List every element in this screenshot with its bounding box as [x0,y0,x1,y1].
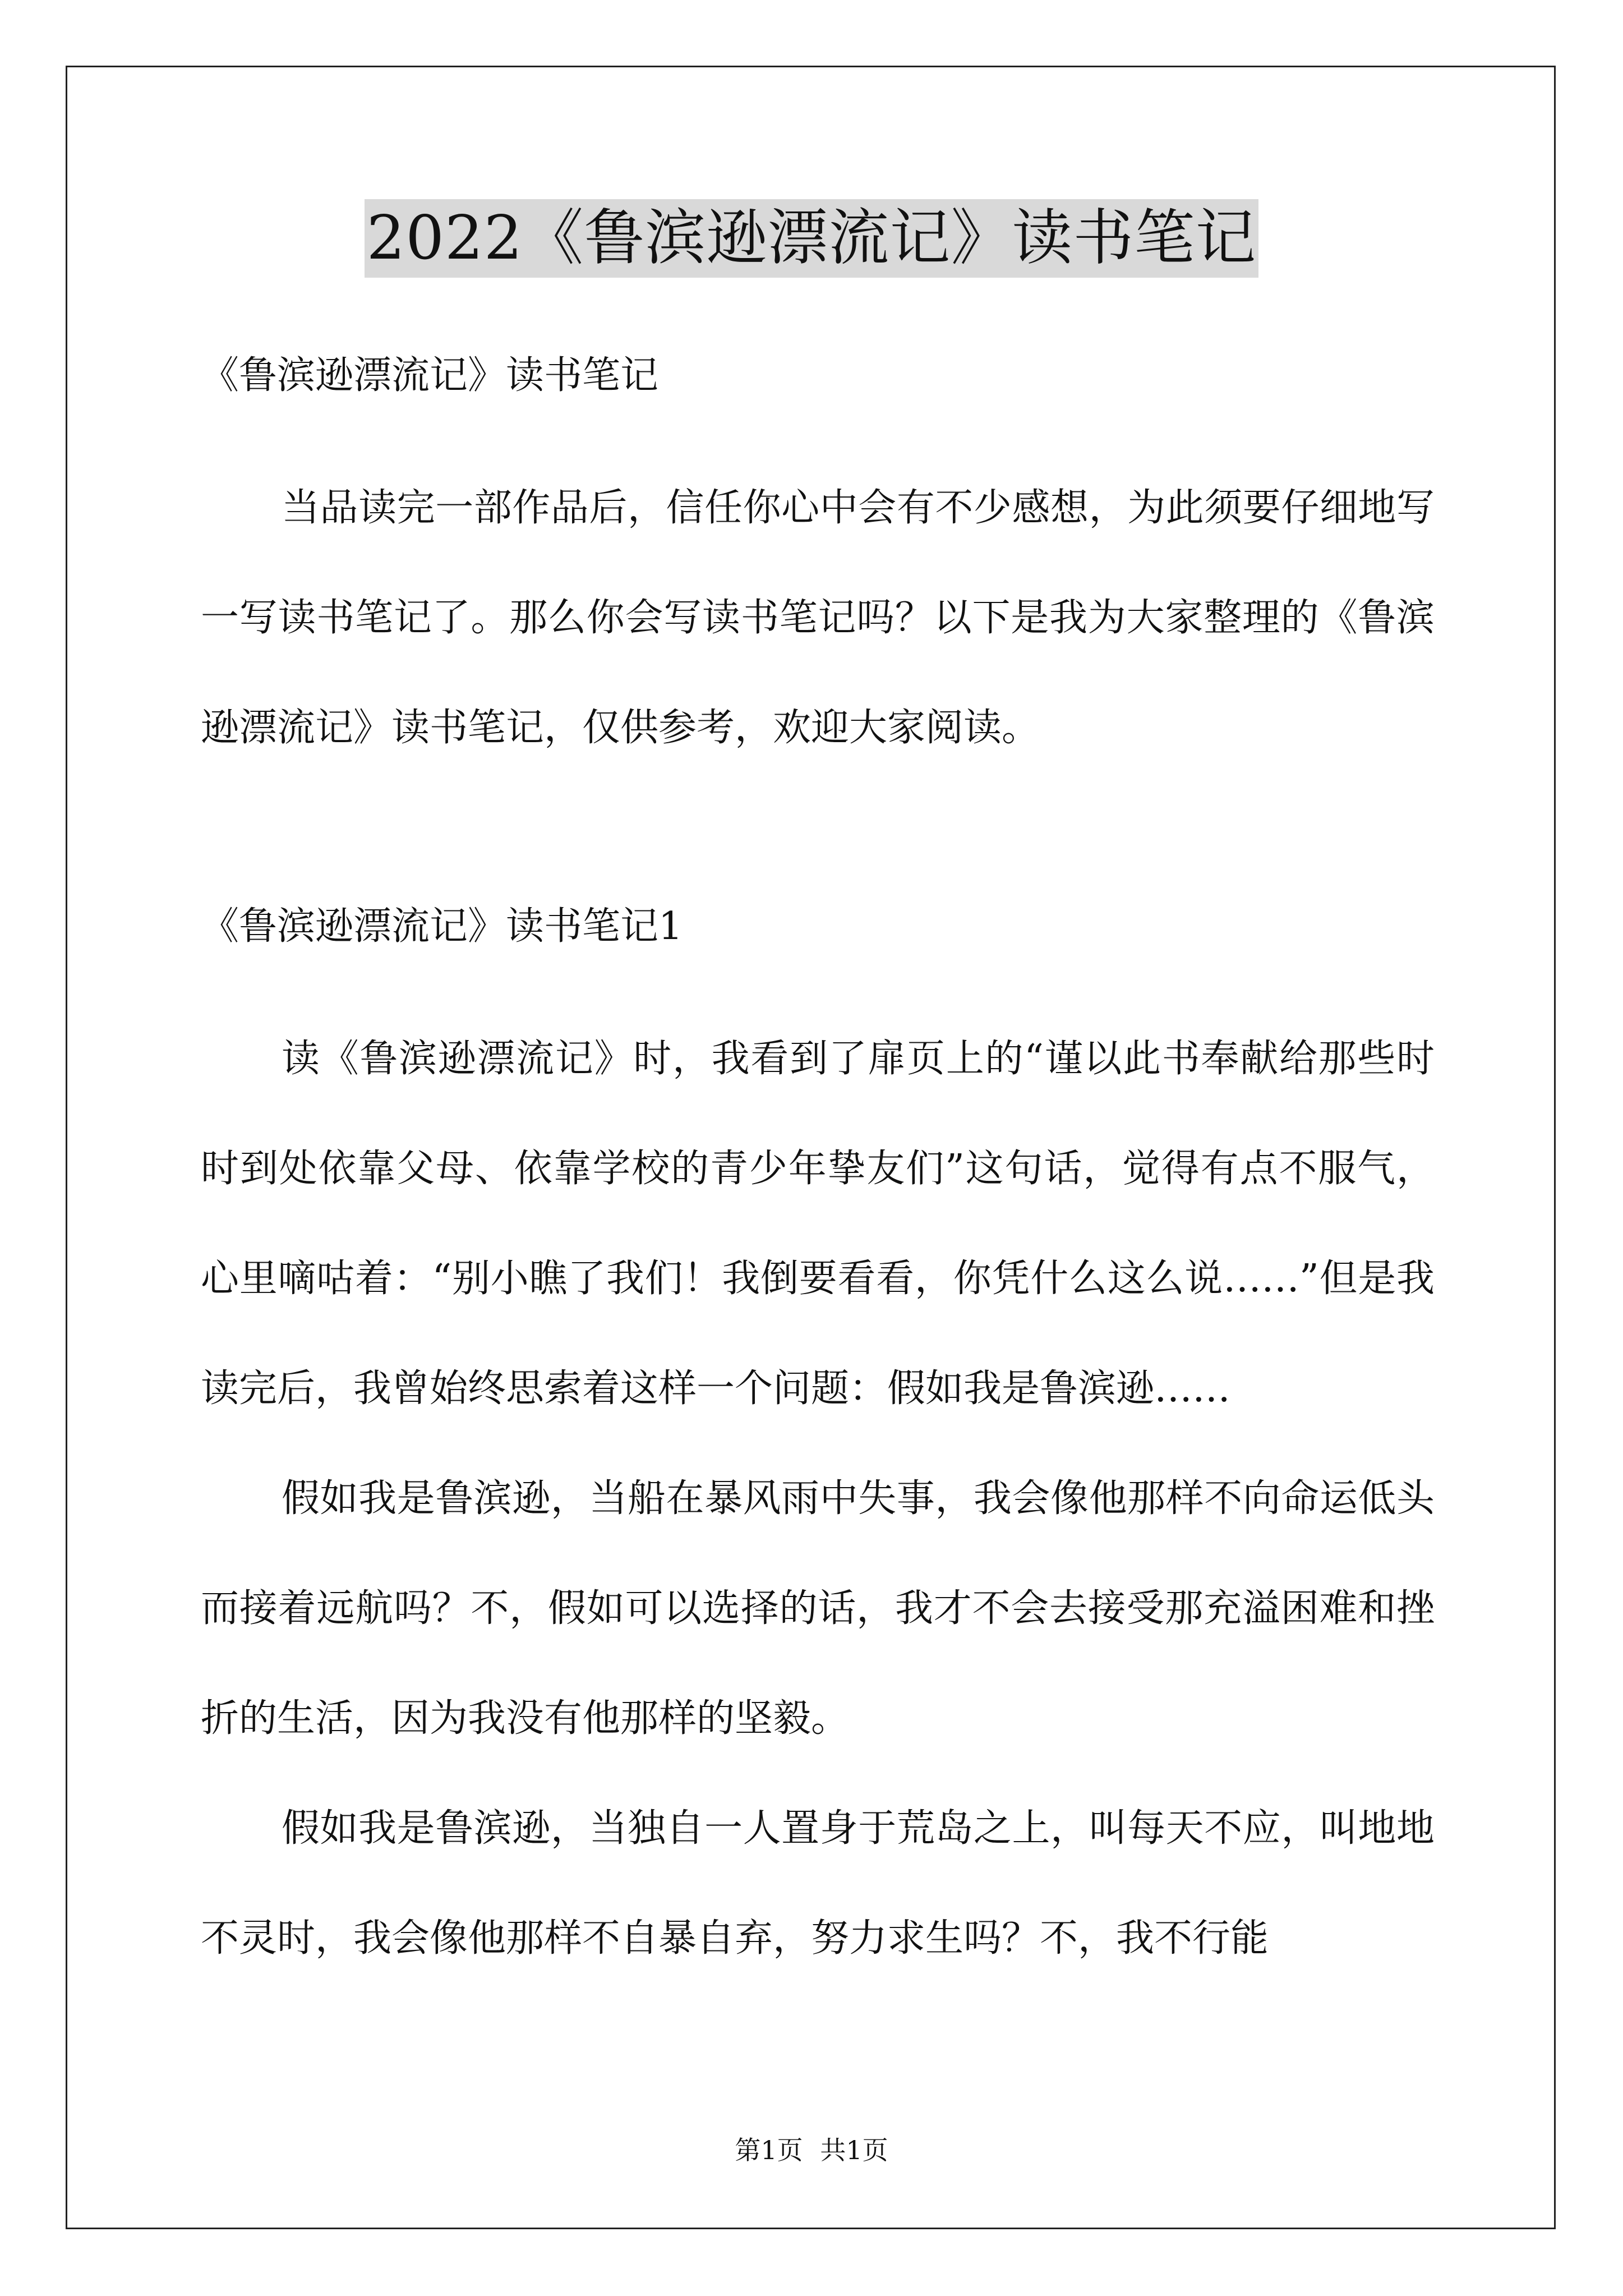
document-body [201,348,1435,1994]
document-title: 2022《鲁滨逊漂流记》读书笔记 [365,199,1259,278]
body-paragraph-1: 读《鲁滨逊漂流记》时，我看到了扉页上的“谨以此书奉献给那些时时到处依靠父母、依靠学校的青少年挚友们”这句话，觉得有点不服气，心里嘀咕着：“别小瞧了我们！我倒要看看，你凭什么这么说……”但是我读完后，我曾始终思索着这样一个问题：假如我是鲁滨逊…… [201,1037,1435,1411]
page-number-total: 共1页 [820,2135,888,2165]
document-subtitle: 《鲁滨逊漂流记》读书笔记 [201,353,659,398]
page-footer [0,2133,1623,2167]
body-paragraph-3: 假如我是鲁滨逊，当独自一人置身于荒岛之上，叫每天不应，叫地地不灵时，我会像他那样不自暴自弃，努力求生吗？不，我不行能 [201,1806,1435,1961]
body-paragraph-2: 假如我是鲁滨逊，当船在暴风雨中失事，我会像他那样不向命运低头而接着远航吗？不，假如可以选择的话，我才不会去接受那充溢困难和挫折的生活，因为我没有他那样的坚毅。 [201,1476,1435,1741]
title-container [0,199,1623,278]
section-heading: 《鲁滨逊漂流记》读书笔记1 [201,904,683,949]
section-gap [201,783,1435,899]
page-number-current: 第1页 [735,2135,803,2165]
intro-paragraph: 当品读完一部作品后，信任你心中会有不少感想，为此须要仔细地写一写读书笔记了。那么你会写读书笔记吗？以下是我为大家整理的《鲁滨逊漂流记》读书笔记，仅供参考，欢迎大家阅读。 [201,486,1435,750]
